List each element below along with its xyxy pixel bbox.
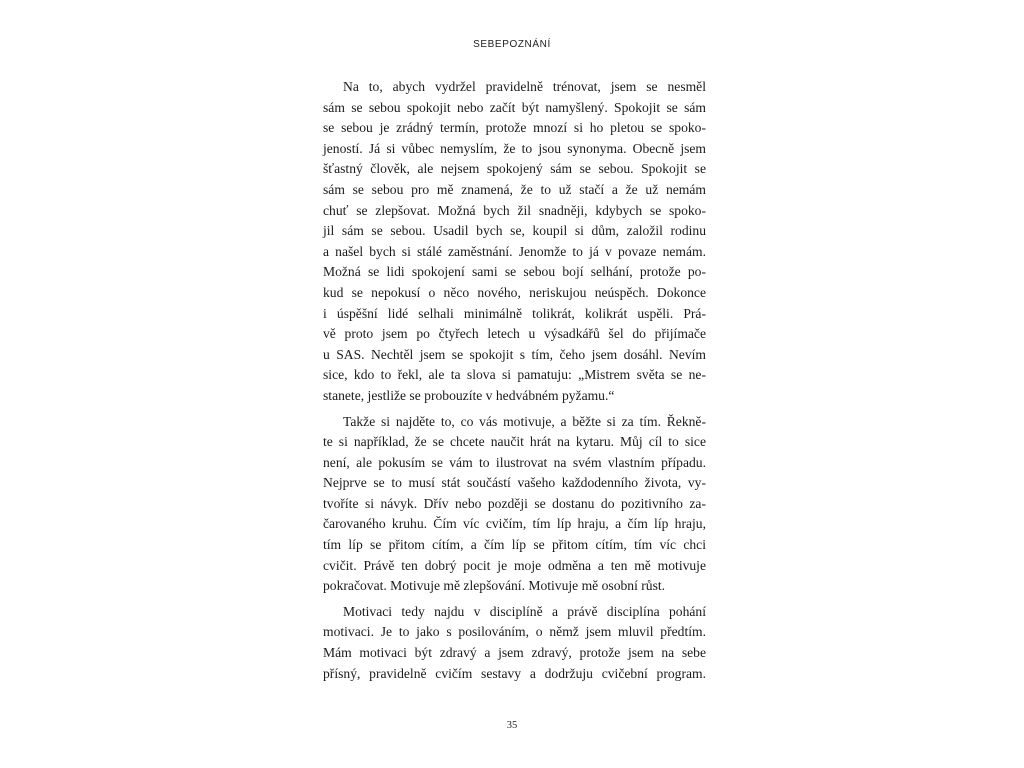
text-line: sice, kdo to řekl, ale ta slova si pamatuju: „Mistrem světa se ne- — [323, 367, 706, 383]
text-line: vě proto jsem po čtyřech letech u výsadkářů šel do přijímače — [323, 326, 706, 342]
text-line: jeností. Já si vůbec nemyslím, že to jsou synonyma. Obecně jsem — [323, 140, 706, 156]
text-line: cvičit. Právě ten dobrý pocit je moje odměna a ten mě motivuje — [323, 557, 706, 573]
text-line: i úspěšní lidé selhali minimálně tolikrát, kolikrát uspěli. Prá- — [323, 305, 706, 321]
running-head: SEBEPOZNÁNÍ — [473, 39, 551, 50]
text-line: te si například, že se chcete naučit hrát na kytaru. Můj cíl to sice — [323, 434, 706, 450]
text-line: Nejprve se to musí stát součástí vašeho každodenního života, vy- — [323, 475, 706, 491]
text-line: sám se sebou spokojit nebo začít být namyšlený. Spokojit se sám — [323, 99, 706, 115]
text-line: není, ale pokusím se vám to ilustrovat na svém vlastním případu. — [323, 454, 706, 470]
text-line: stanete, jestliže se probouzíte v hedvábném pyžamu.“ — [323, 387, 615, 403]
text-line: tím líp se přitom cítím, a čím líp se přitom cítím, tím víc chci — [323, 537, 706, 553]
text-line: a našel bych si stálé zaměstnání. Jenomže to já v povaze nemám. — [323, 243, 706, 259]
text-line: čarovaného kruhu. Čím víc cvičím, tím líp hraju, a čím líp hraju, — [323, 516, 706, 532]
text-line: chuť se zlepšovat. Možná bych žil snadněji, kdybych se spoko- — [323, 202, 706, 218]
text-line: se sebou je zrádný termín, protože mnozí si ho pletou se spoko- — [323, 120, 706, 136]
text-line: u SAS. Nechtěl jsem se spokojit s tím, čeho jsem dosáhl. Nevím — [323, 346, 706, 362]
text-line: tvoříte si návyk. Dřív nebo později se dostanu do pozitivního za- — [323, 495, 706, 511]
text-line: pokračovat. Motivuje mě zlepšování. Motivuje mě osobní růst. — [323, 578, 666, 594]
text-line: Motivaci tedy najdu v disciplíně a právě disciplína pohání — [343, 603, 706, 619]
text-line: šťastný člověk, ale nejsem spokojený sám se sebou. Spokojit se — [323, 161, 706, 177]
page-number: 35 — [506, 720, 518, 731]
paragraph — [323, 602, 706, 684]
text-line: Možná se lidi spokojení sami se sebou bojí selhání, protože po- — [323, 264, 706, 280]
paragraph — [323, 412, 706, 597]
text-line: Na to, abych vydržel pravidelně trénovat, jsem se nesměl — [343, 79, 706, 94]
text-line: kud se nepokusí o něco nového, neriskujou neúspěch. Dokonce — [323, 284, 706, 300]
text-line: přísný, pravidelně cvičím sestavy a dodržuju cvičební program. — [323, 665, 706, 681]
paragraph — [323, 77, 706, 407]
text-line: motivaci. Je to jako s posilováním, o němž jsem mluvil předtím. — [323, 624, 706, 640]
text-line: sám se sebou pro mě znamená, že to už stačí a že už nemám — [323, 181, 706, 197]
text-line: Takže si najděte to, co vás motivuje, a běžte si za tím. Řekně- — [343, 413, 706, 429]
text-line: jil sám se sebou. Usadil bych se, koupil si dům, založil rodinu — [323, 223, 706, 239]
body-text — [323, 77, 706, 684]
text-line: Mám motivaci být zdravý a jsem zdravý, protože jsem na sebe — [323, 645, 706, 661]
